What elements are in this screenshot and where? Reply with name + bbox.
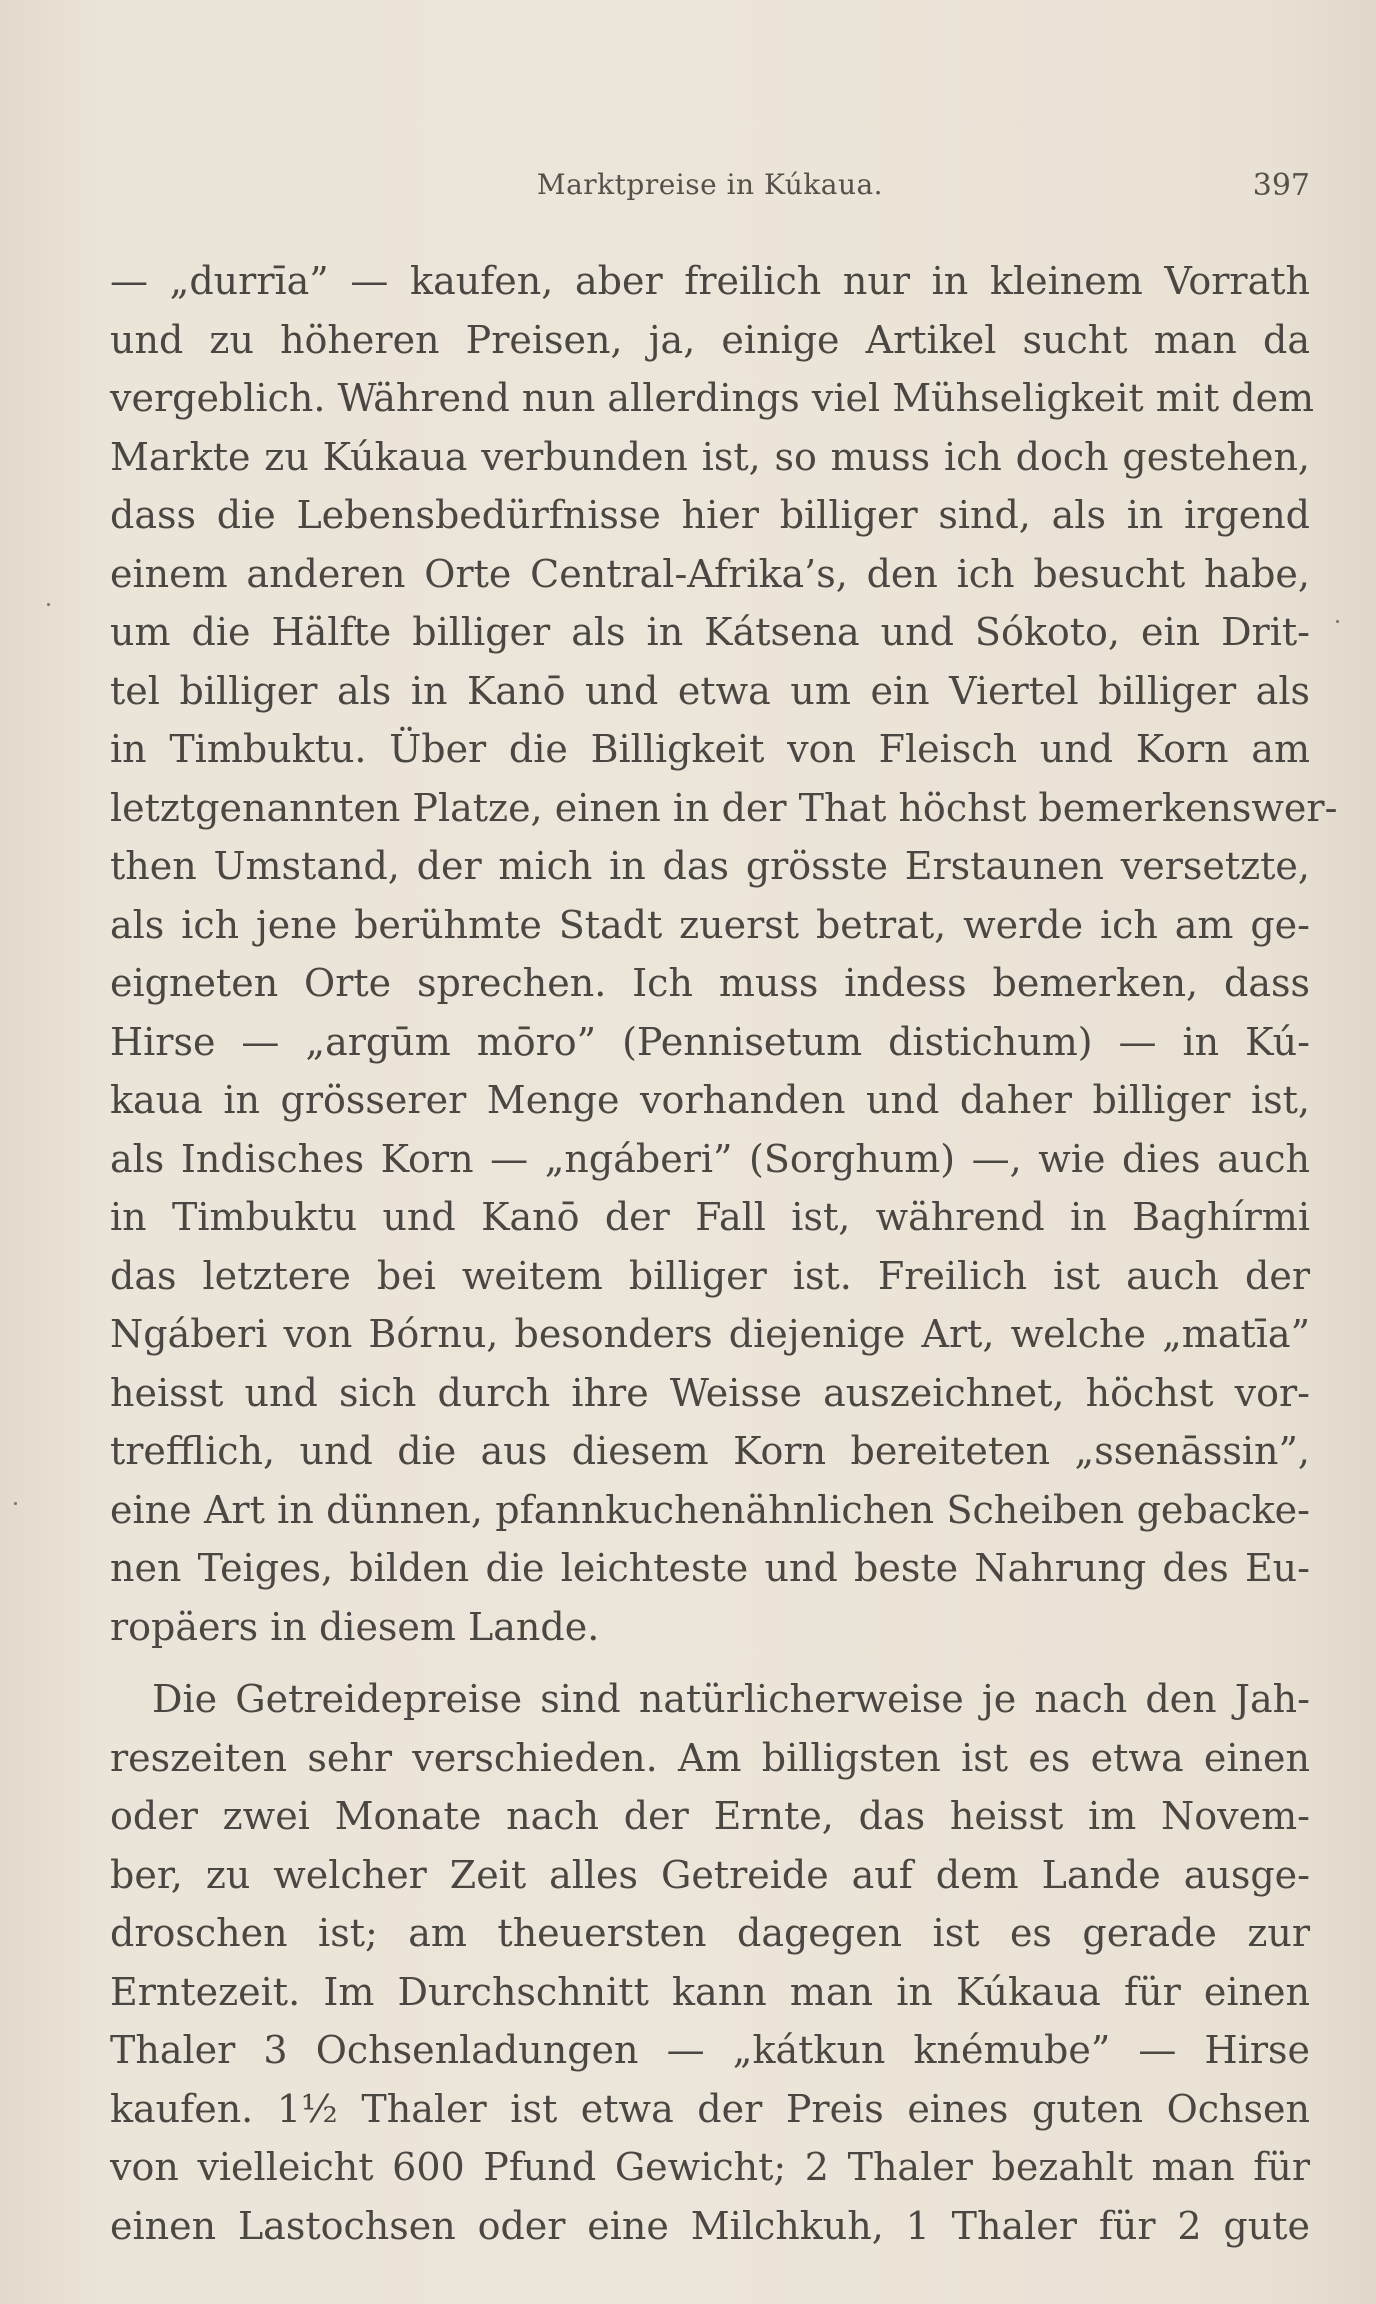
text-line: droschen ist; am theuersten dagegen ist es gerade zur — [110, 1911, 1310, 1955]
text-line: eigneten Orte sprechen. Ich muss indess bemerken, dass — [110, 961, 1310, 1005]
text-line: dass die Lebensbedürfnisse hier billiger sind, als in irgend — [110, 493, 1310, 537]
text-line: oder zwei Monate nach der Ernte, das heisst im Novem- — [110, 1794, 1310, 1838]
text-line: Ngáberi von Bórnu, besonders diejenige Art, welche „matīa” — [110, 1312, 1310, 1356]
text-line: Markte zu Kúkaua verbunden ist, so muss ich doch gestehen, — [110, 434, 1310, 479]
text-line: ropäers in diesem Lande. — [110, 1604, 600, 1649]
page-header — [110, 168, 1310, 212]
text-line: nen Teiges, bilden die leichteste und beste Nahrung des Eu- — [110, 1546, 1310, 1590]
text-line: als Indisches Korn — „ngáberi” (Sorghum) —, wie dies auch — [110, 1136, 1310, 1181]
text-line: — „durrīa” — kaufen, aber freilich nur in kleinem Vorrath — [110, 259, 1310, 303]
text-line: um die Hälfte billiger als in Kátsena und Sókoto, ein Drit- — [110, 610, 1310, 654]
body-text — [110, 252, 1338, 2255]
margin-speck — [14, 1502, 17, 1505]
text-line: und zu höheren Preisen, ja, einige Artikel sucht man da — [110, 317, 1310, 362]
text-line: trefflich, und die aus diesem Korn bereiteten „ssenāssin”, — [110, 1429, 1310, 1473]
text-line: Hirse — „argūm mōro” (Pennisetum distichum) — in Kú- — [110, 1019, 1310, 1064]
text-line: eine Art in dünnen, pfannkuchenähnlichen Scheiben gebacke- — [110, 1487, 1310, 1532]
text-line: kaua in grösserer Menge vorhanden und daher billiger ist, — [110, 1078, 1310, 1122]
paragraph-1 — [110, 252, 1338, 1656]
text-line: Erntezeit. Im Durchschnitt kann man in Kúkaua für einen — [110, 1969, 1310, 2014]
text-line: einem anderen Orte Central-Afrika’s, den ich besucht habe, — [110, 551, 1310, 596]
text-line: das letztere bei weitem billiger ist. Freilich ist auch der — [110, 1253, 1310, 1298]
paragraph-2 — [110, 1670, 1310, 2255]
text-line: in Timbuktu. Über die Billigkeit von Fleisch und Korn am — [110, 727, 1310, 771]
margin-speck — [47, 603, 50, 606]
margin-speck — [1336, 620, 1339, 623]
text-line: vergeblich. Während nun allerdings viel Mühseligkeit mit dem — [110, 376, 1315, 420]
page-number: 397 — [1252, 168, 1310, 203]
text-line: Thaler 3 Ochsenladungen — „kátkun knémube” — Hirse — [110, 2028, 1310, 2072]
text-line: then Umstand, der mich in das grösste Erstaunen versetzte, — [110, 844, 1310, 888]
text-line: tel billiger als in Kanō und etwa um ein Viertel billiger als — [110, 668, 1310, 713]
text-line: als ich jene berühmte Stadt zuerst betrat, werde ich am ge- — [110, 902, 1310, 947]
text-line: letztgenannten Platze, einen in der That höchst bemerkenswer- — [110, 785, 1338, 830]
text-line: einen Lastochsen oder eine Milchkuh, 1 Thaler für 2 gute — [110, 2203, 1310, 2248]
text-line: heisst und sich durch ihre Weisse auszeichnet, höchst vor- — [110, 1370, 1310, 1415]
text-line: Die Getreidepreise sind natürlicherweise je nach den Jah- — [152, 1677, 1310, 1721]
text-line: ber, zu welcher Zeit alles Getreide auf dem Lande ausge- — [110, 1852, 1310, 1897]
text-line: in Timbuktu und Kanō der Fall ist, während in Baghírmi — [110, 1195, 1310, 1239]
text-line: kaufen. 1½ Thaler ist etwa der Preis eines guten Ochsen — [110, 2086, 1310, 2131]
text-line: reszeiten sehr verschieden. Am billigsten ist es etwa einen — [110, 1735, 1310, 1780]
text-line: von vielleicht 600 Pfund Gewicht; 2 Thaler bezahlt man für — [110, 2145, 1310, 2189]
running-title: Marktpreise in Kúkaua. — [536, 168, 884, 201]
